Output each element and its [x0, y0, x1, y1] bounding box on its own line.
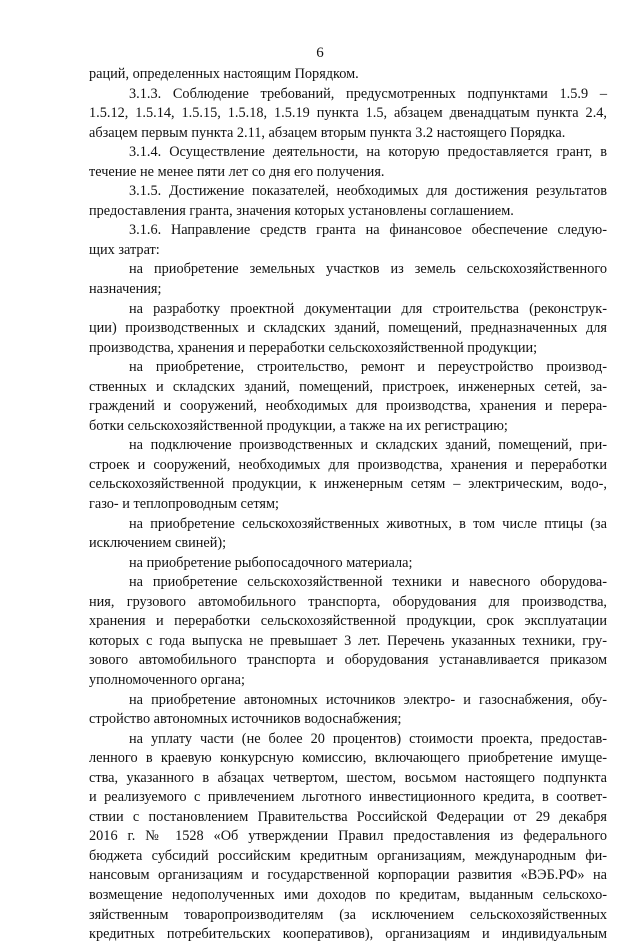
- text-line: щих затрат:: [89, 241, 160, 258]
- text-line: газо- и теплопроводным сетям;: [89, 496, 280, 513]
- text-line: сельскохозяйственной продукции, к инженерным сетям – электрическим, водо-,: [89, 476, 607, 493]
- text-line: 3.1.6. Направление средств гранта на финансовое обеспечение следую-: [129, 222, 607, 239]
- text-line: стройство автономных источников водоснабжения;: [89, 711, 402, 728]
- text-line: исключением свиней);: [89, 535, 227, 552]
- text-line: возмещение недополученных ими доходов по кредитам, выданным сельскохо-: [89, 886, 607, 903]
- text-line: производства, хранения и переработки сельскохозяйственной продукции;: [89, 339, 538, 356]
- text-line: на уплату части (не более 20 процентов) стоимости проекта, предостав-: [129, 730, 607, 747]
- text-line: строек и сооружений, необходимых для производства, хранения и переработки: [89, 456, 607, 473]
- text-line: течение не менее пяти лет со дня его получения.: [89, 163, 385, 180]
- text-line: ленного в краевую конкурсную комиссию, включающего приобретение имуще-: [89, 750, 607, 767]
- text-line: 3.1.3. Соблюдение требований, предусмотренных подпунктами 1.5.9 –: [129, 85, 607, 102]
- text-line: на приобретение сельскохозяйственной техники и навесного оборудова-: [129, 574, 607, 591]
- text-line: бюджета субсидий российским кредитным организациям, международным фи-: [89, 847, 607, 864]
- text-line: на приобретение, строительство, ремонт и переустройство производ-: [129, 359, 607, 376]
- text-line: хранения и переработки сельскохозяйственной продукции, срок эксплуатации: [89, 613, 607, 630]
- text-line: ственных и складских зданий, помещений, пристроек, инженерных сетей, за-: [89, 378, 607, 395]
- text-line: кредитных потребительских кооперативов), организациям и индивидуальным: [89, 926, 607, 943]
- text-line: ботки сельскохозяйственной продукции, а также на их регистрацию;: [89, 417, 508, 434]
- text-line: 2016 г. № 1528 «Об утверждении Правил предоставления из федерального: [89, 828, 607, 845]
- text-line: на приобретение автономных источников электро- и газоснабжения, обу-: [129, 691, 607, 708]
- text-line: на разработку проектной документации для строительства (реконструк-: [129, 300, 607, 317]
- text-line: ции) производственных и складских зданий, помещений, предназначенных для: [89, 320, 607, 337]
- text-line: граждений и сооружений, необходимых для производства, хранения и перера-: [89, 398, 607, 415]
- text-line: на приобретение сельскохозяйственных животных, в том числе птицы (за: [129, 515, 607, 532]
- text-line: 3.1.4. Осуществление деятельности, на которую предоставляется грант, в: [129, 144, 607, 161]
- text-line: 1.5.12, 1.5.14, 1.5.15, 1.5.18, 1.5.19 пункта 1.5, абзацем двенадцатым пункта 2.4,: [89, 105, 607, 122]
- text-line: на подключение производственных и складских зданий, помещений, при-: [129, 437, 607, 454]
- text-line: ствии с постановлением Правительства Российской Федерации от 29 декабря: [89, 808, 607, 825]
- text-line: предоставления гранта, значения которых установлены соглашением.: [89, 202, 514, 219]
- text-line: которых с года выпуска не превышает 3 лет. Перечень указанных техники, гру-: [89, 632, 607, 649]
- body-text: [89, 65, 607, 945]
- page-number: 6: [316, 45, 324, 61]
- text-line: назначения;: [89, 281, 162, 298]
- text-line: на приобретение земельных участков из земель сельскохозяйственного: [129, 261, 607, 278]
- text-line: зового автомобильного транспорта и оборудования устанавливается приказом: [89, 652, 607, 669]
- text-line: и реализуемого с привлечением льготного инвестиционного кредита, в соответ-: [89, 789, 607, 806]
- text-line: нансовым организациям и государственной корпорации развития «ВЭБ.РФ» на: [89, 867, 607, 884]
- text-line: ния, грузового автомобильного транспорта, оборудования для производства,: [89, 593, 607, 610]
- text-line: раций, определенных настоящим Порядком.: [89, 66, 359, 82]
- text-line: абзацем первым пункта 2.11, абзацем вторым пункта 3.2 настоящего Порядка.: [89, 124, 566, 141]
- text-line: зяйственным товаропроизводителям (за исключением сельскохозяйственных: [89, 906, 607, 923]
- text-line: ства, указанного в абзацах четвертом, шестом, восьмом настоящего подпункта: [89, 769, 607, 786]
- text-line: на приобретение рыбопосадочного материала;: [129, 554, 413, 571]
- text-line: 3.1.5. Достижение показателей, необходимых для достижения результатов: [129, 183, 607, 200]
- text-line: уполномоченного органа;: [89, 671, 245, 688]
